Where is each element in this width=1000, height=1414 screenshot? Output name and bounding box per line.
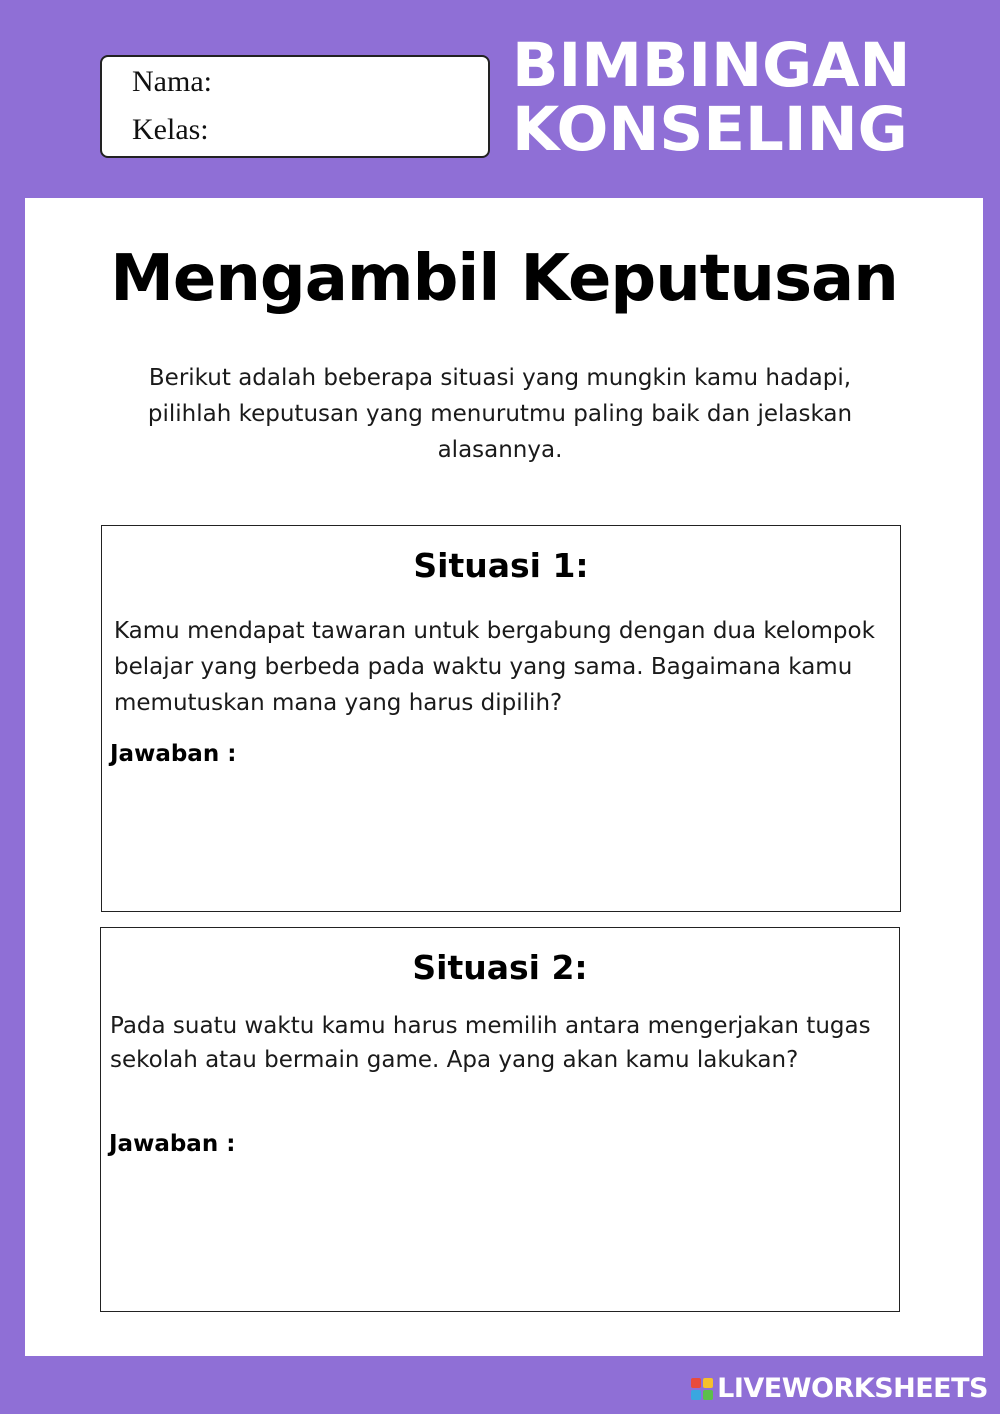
situation-1-box [101,525,901,912]
situation-2-text: Pada suatu waktu kamu harus memilih antara mengerjakan tugas sekolah atau bermain game. Apa yang akan kamu lakukan? [110,1013,871,1073]
student-info-box [100,55,490,158]
liveworksheets-logo [691,1373,988,1404]
name-label: Nama: [132,65,212,98]
logo-square-green [703,1390,713,1400]
situation-1-text: Kamu mendapat tawaran untuk bergabung dengan dua kelompok belajar yang berbeda pada waktu yang sama. Bagaimana kamu memutuskan mana yang harus dipilih? [114,618,875,716]
class-label: Kelas: [132,113,209,146]
liveworksheets-logo-icon [691,1378,713,1400]
situation-2-title: Situasi 2: [412,948,588,987]
logo-square-red [691,1378,701,1388]
instructions-text: Berikut adalah beberapa situasi yang mungkin kamu hadapi, pilihlah keputusan yang menurutmu paling baik dan jelaskan alasannya. [147,365,853,463]
subject-heading [512,30,932,165]
situation-2-answer-label: Jawaban : [109,1131,236,1157]
subject-heading-line2: KONSELING [512,94,908,165]
situation-1-title: Situasi 1: [413,546,589,585]
situation-1-answer-label: Jawaban : [110,741,237,767]
subject-heading-line1: BIMBINGAN [512,30,911,101]
logo-square-blue [691,1390,701,1400]
page-title: Mengambil Keputusan [110,242,898,316]
situation-2-box [100,927,900,1312]
worksheet-sheet [25,198,983,1356]
logo-square-yellow [703,1378,713,1388]
logo-text: LIVEWORKSHEETS [717,1373,988,1404]
